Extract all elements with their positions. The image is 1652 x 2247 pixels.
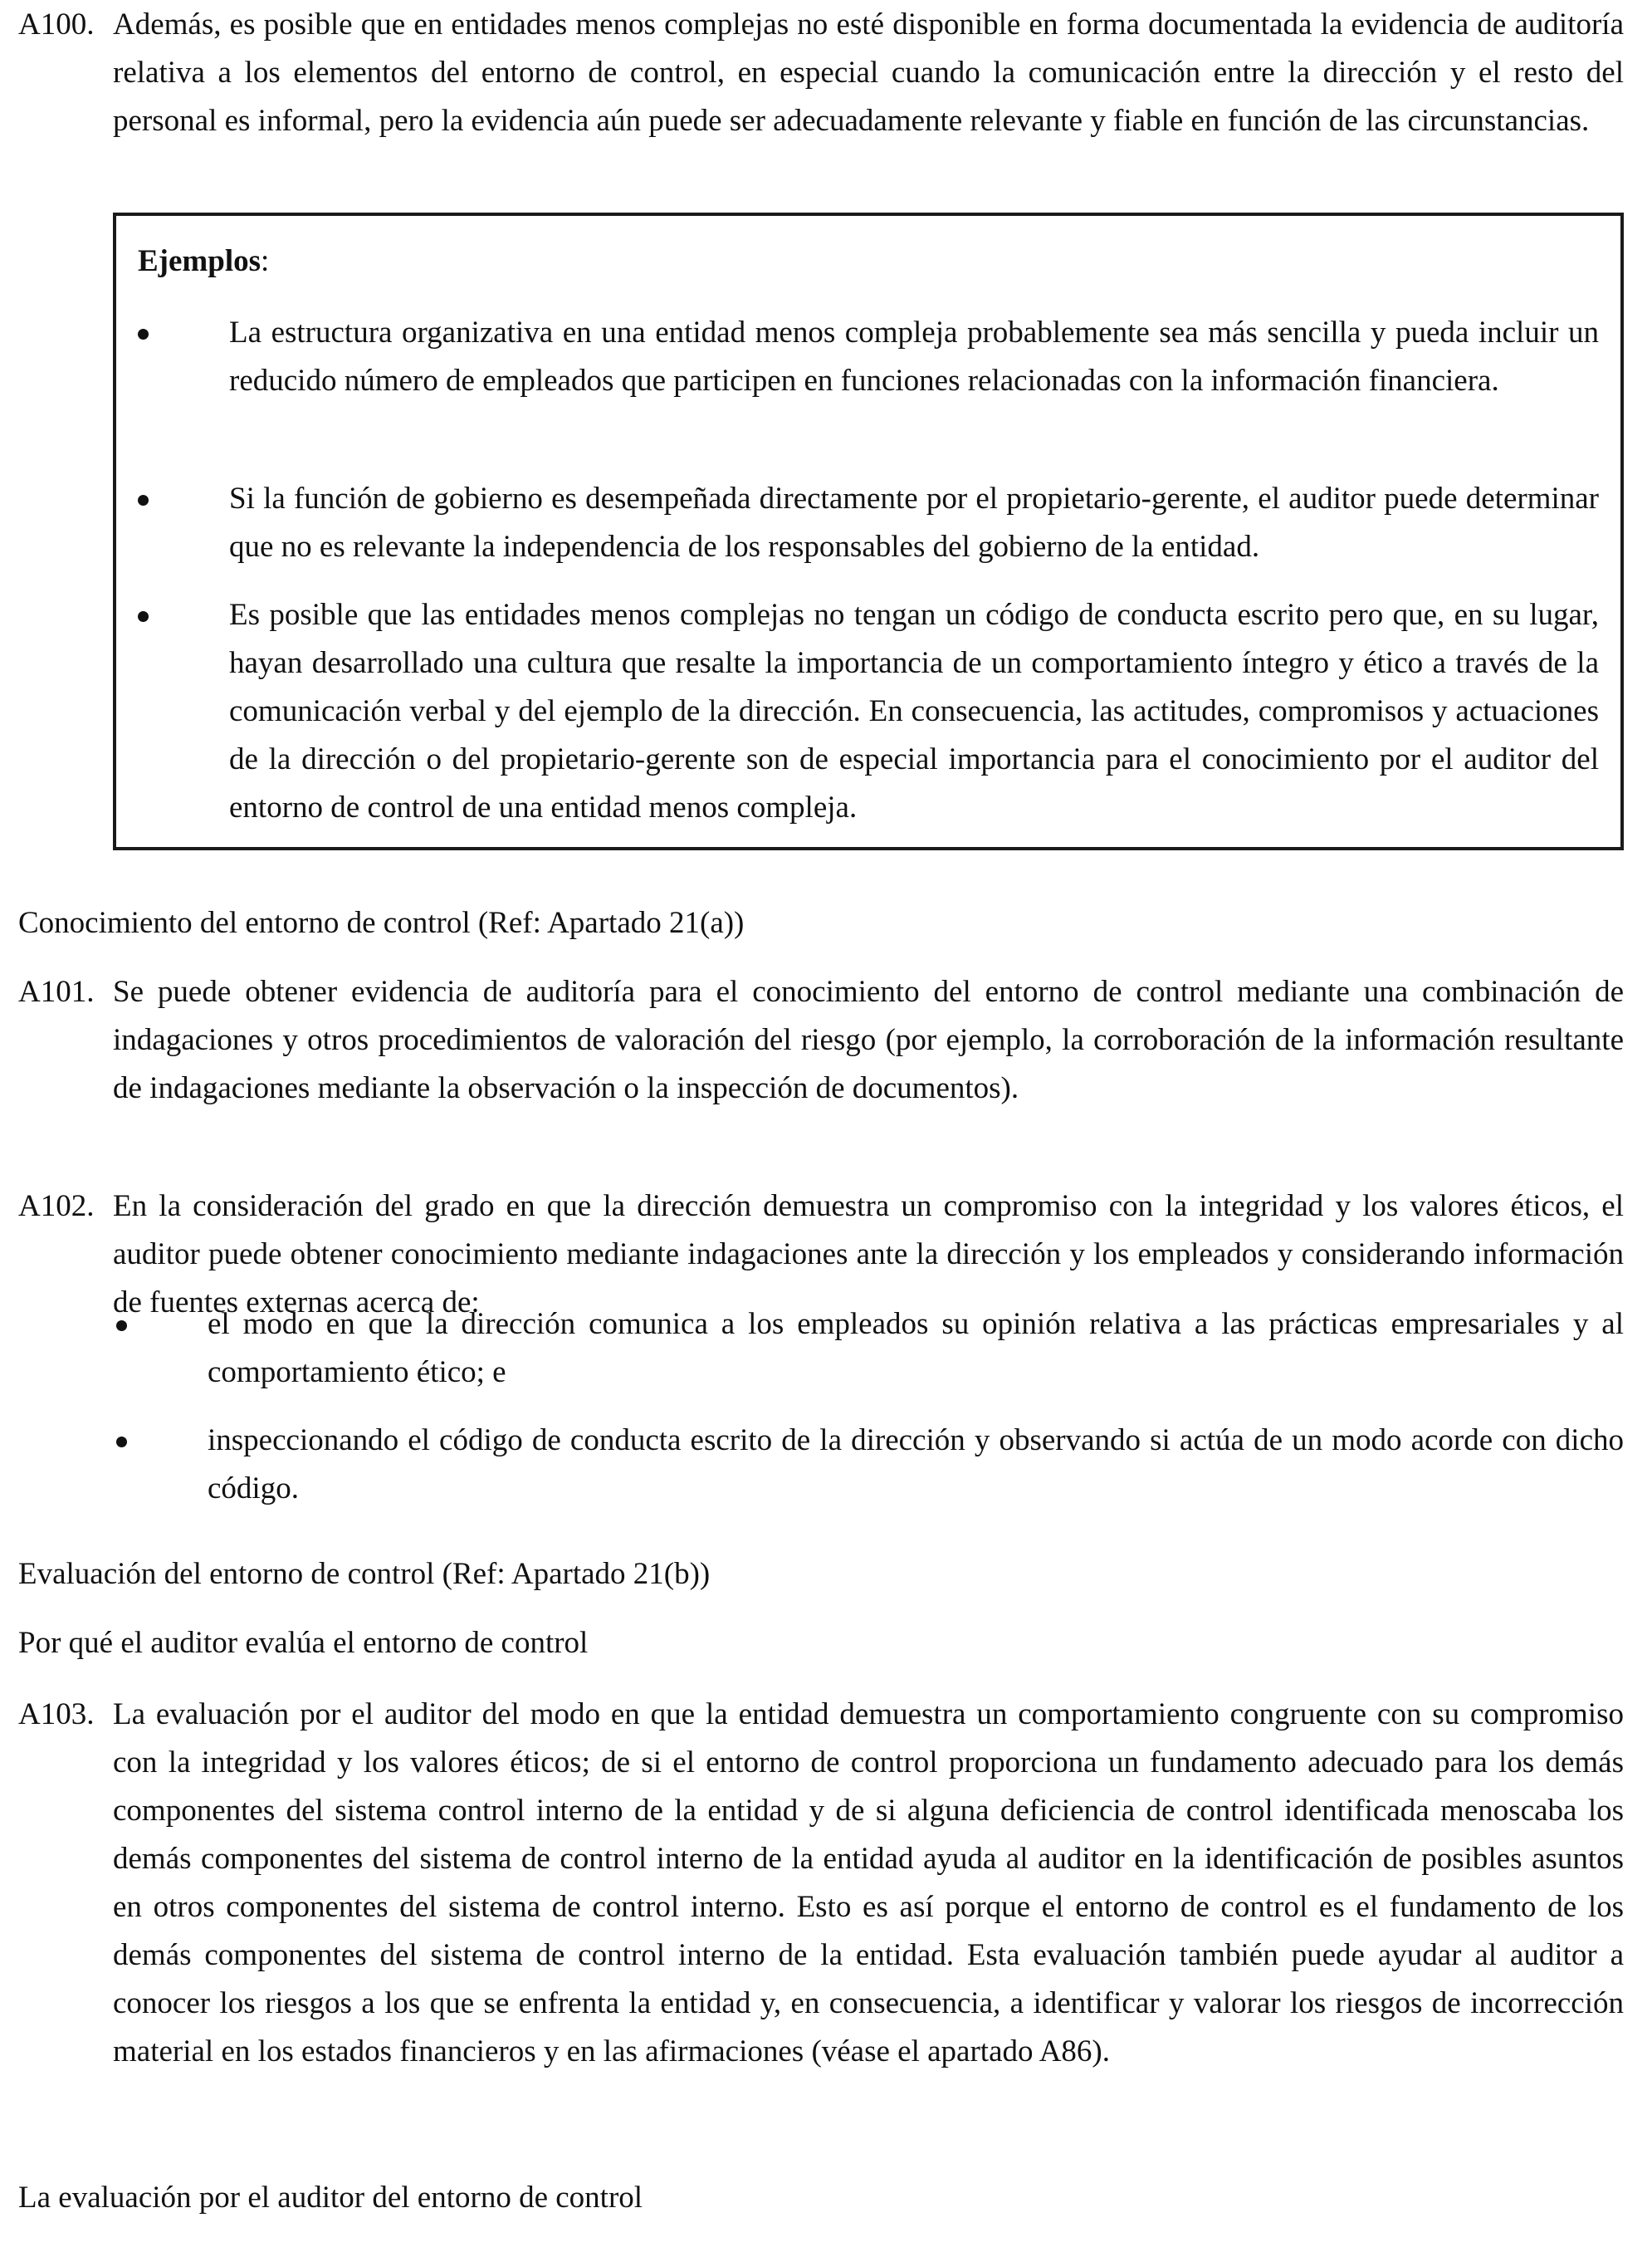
paragraph-number: A101. xyxy=(18,975,95,1009)
paragraph-number: A102. xyxy=(18,1189,95,1223)
examples-title-colon: : xyxy=(261,244,270,278)
paragraph-text: Se puede obtener evidencia de auditoría para el conocimiento del entorno de control mediante una combinación de indagaciones y otros procedimientos de valoración del riesgo (por ejemplo, la corroboración de la información resultante de indagaciones mediante la observación o la inspección de documentos). xyxy=(113,975,1624,1105)
paragraph-text: Además, es posible que en entidades menos complejas no esté disponible en forma documentada la evidencia de auditoría relativa a los elementos del entorno de control, en especial cuando la comunicación entre la dirección y el resto del personal es informal, pero la evidencia aún puede ser adecuadamente relevante y fiable en función de las circunstancias. xyxy=(113,7,1624,138)
bullet-icon xyxy=(138,495,149,506)
bullet-icon xyxy=(116,1437,127,1447)
paragraph-text: En la consideración del grado en que la dirección demuestra un compromiso con la integridad y los valores éticos, el auditor puede obtener conocimiento mediante indagaciones ante la dirección y los empleados y considerando información de fuentes externas acerca de: xyxy=(113,1189,1624,1319)
bullet-icon xyxy=(138,329,149,340)
paragraph-text: La evaluación por el auditor del modo en que la entidad demuestra un comportamiento congruente con su compromiso con la integridad y los valores éticos; de si el entorno de control proporciona un fundamento adecuado para los demás componentes del sistema control interno de la entidad y de si alguna deficiencia de control identificada menoscaba los demás componentes del sistema de control interno de la entidad ayuda al auditor en la identificación de posibles asuntos en otros componentes del sistema de control interno. Esto es así porque el entorno de control es el fundamento de los demás componentes del sistema de control interno de la entidad. Esta evaluación también puede ayudar al auditor a conocer los riesgos a los que se enfrenta la entidad y, en consecuencia, a identificar y valorar los riesgos de incorrección material en los estados financieros y en las afirmaciones (véase el apartado A86). xyxy=(113,1697,1624,2068)
examples-title xyxy=(138,237,269,286)
list-item-text: el modo en que la dirección comunica a los empleados su opinión relativa a las prácticas empresariales y al comportamiento ético; e xyxy=(208,1307,1624,1389)
bullet-icon xyxy=(116,1320,127,1331)
list-item-text: La estructura organizativa en una entidad menos compleja probablemente sea más sencilla y pueda incluir un reducido número de empleados que participen en funciones relacionadas con la información financiera. xyxy=(229,316,1599,398)
bullet-icon xyxy=(138,611,149,622)
examples-title-label: Ejemplos xyxy=(138,244,261,278)
list-item-text: Es posible que las entidades menos complejas no tengan un código de conducta escrito pero que, en su lugar, hayan desarrollado una cultura que resalte la importancia de un comportamiento íntegro y ético a través de la comunicación verbal y del ejemplo de la dirección. En consecuencia, las actitudes, compromisos y actuaciones de la dirección o del propietario-gerente son de especial importancia para el conocimiento por el auditor del entorno de control de una entidad menos compleja. xyxy=(229,598,1599,825)
subsection-heading-porque: Por qué el auditor evalúa el entorno de control xyxy=(18,1626,589,1660)
section-heading-conocimiento: Conocimiento del entorno de control (Ref: Apartado 21(a)) xyxy=(18,906,745,940)
section-heading-evaluacion: Evaluación del entorno de control (Ref: Apartado 21(b)) xyxy=(18,1557,711,1591)
list-item-text: inspeccionando el código de conducta escrito de la dirección y observando si actúa de un modo acorde con dicho código. xyxy=(208,1423,1624,1505)
paragraph-number: A103. xyxy=(18,1697,95,1731)
list-item-text: Si la función de gobierno es desempeñada directamente por el propietario-gerente, el auditor puede determinar que no es relevante la independencia de los responsables del gobierno de la entidad. xyxy=(229,482,1599,564)
paragraph-number: A100. xyxy=(18,7,95,42)
subsection-heading-evaluacion-auditor: La evaluación por el auditor del entorno de control xyxy=(18,2181,643,2215)
examples-box xyxy=(113,213,1624,850)
